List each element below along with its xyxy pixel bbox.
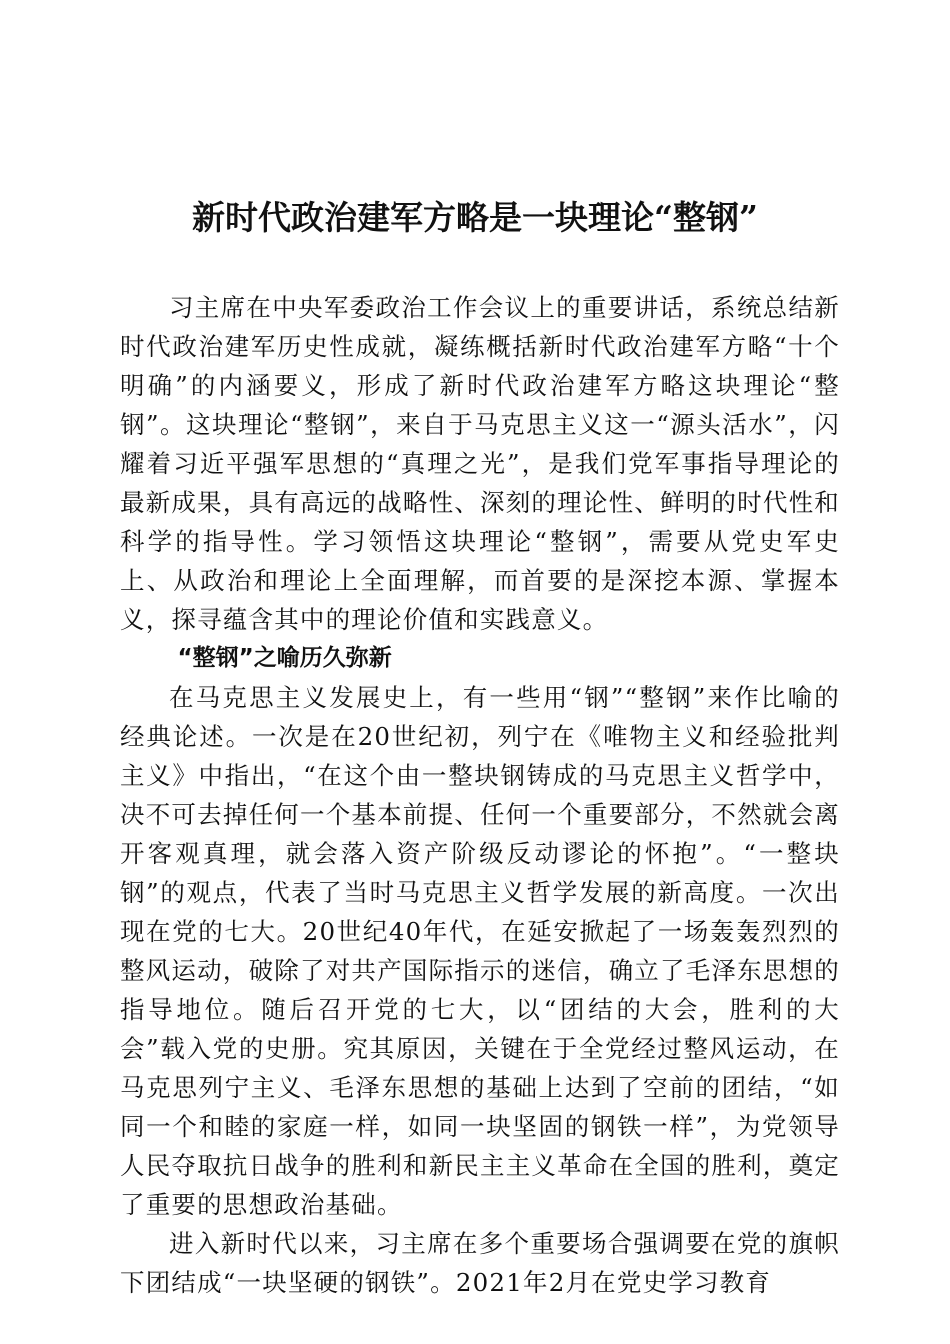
section-heading: “整钢”之喻历久弥新 <box>177 645 392 671</box>
document-body <box>120 288 840 1302</box>
intro-paragraph: 习主席在中央军委政治工作会议上的重要讲话，系统总结新时代政治建军历史性成就，凝练概括新时代政治建军方略“十个明确”的内涵要义，形成了新时代政治建军方略这块理论“整钢”。这块理论“整钢”，来自于马克思主义这一“源头活水”，闪耀着习近平强军思想的“真理之光”，是我们党军事指导理论的最新成果，具有高远的战略性、深刻的理论性、鲜明的时代性和科学的指导性。学习领悟这块理论“整钢”，需要从党史军史上、从政治和理论上全面理解，而首要的是深挖本源、掌握本义，探寻蕴含其中的理论价值和实践意义。 <box>120 293 840 634</box>
section-paragraph-1: 在马克思主义发展史上，有一些用“钢”“整钢”来作比喻的经典论述。一次是在20世纪初，列宁在《唯物主义和经验批判主义》中指出，“在这个由一整块钢铸成的马克思主义哲学中，决不可去掉任何一个基本前提、任何一个重要部分，不然就会离开客观真理，就会落入资产阶级反动谬论的怀抱”。“一整块钢”的观点，代表了当时马克思主义哲学发展的新高度。一次出现在党的七大。20世纪40年代，在延安掀起了一场轰轰烈烈的整风运动，破除了对共产国际指示的迷信，确立了毛泽东思想的指导地位。随后召开党的七大，以“团结的大会，胜利的大会”载入党的史册。究其原因，关键在于全党经过整风运动，在马克思列宁主义、毛泽东思想的基础上达到了空前的团结，“如同一个和睦的家庭一样，如同一块坚固的钢铁一样”，为党领导人民夺取抗日战争的胜利和新民主主义革命在全国的胜利，奠定了重要的思想政治基础。 <box>120 683 840 1219</box>
section-paragraph-2: 进入新时代以来，习主席在多个重要场合强调要在党的旗帜下团结成“一块坚硬的钢铁”。2021年2月在党史学习教育 <box>120 1229 840 1297</box>
document-title: 新时代政治建军方略是一块理论“整钢” <box>192 198 758 237</box>
